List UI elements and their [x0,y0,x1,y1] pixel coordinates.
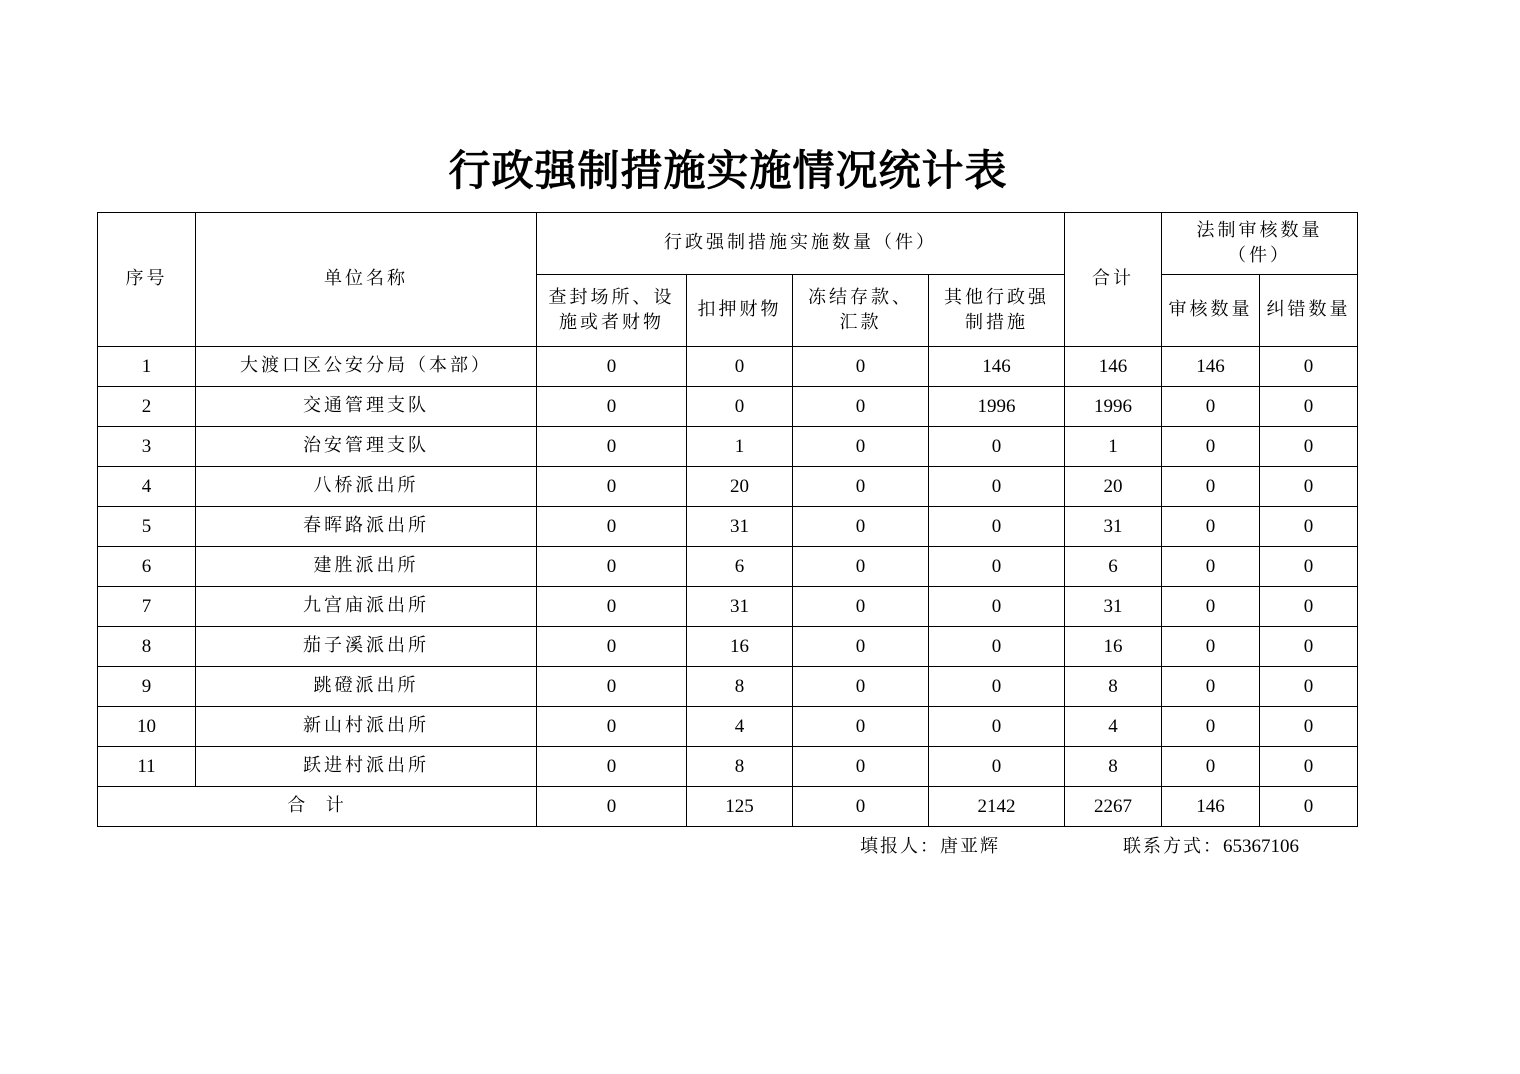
row-freeze: 0 [793,427,929,467]
row-seq: 5 [98,507,196,547]
row-seq: 4 [98,467,196,507]
header-total: 合计 [1065,213,1162,347]
row-reviewed: 0 [1162,627,1260,667]
row-seq: 10 [98,707,196,747]
row-freeze: 0 [793,387,929,427]
contact-label: 联系方式： [1123,836,1223,857]
row-other: 0 [929,427,1065,467]
row-freeze: 0 [793,747,929,787]
header-review-group: 法制审核数量（件） [1162,213,1358,275]
row-seize: 31 [687,507,793,547]
row-reviewed: 0 [1162,587,1260,627]
row-freeze: 0 [793,507,929,547]
row-seq: 9 [98,667,196,707]
row-seal: 0 [537,507,687,547]
row-total: 31 [1065,507,1162,547]
row-unit-name: 八桥派出所 [196,467,537,507]
row-reviewed: 0 [1162,667,1260,707]
table-row [98,747,1358,787]
table-row [98,427,1358,467]
table-row [98,467,1358,507]
row-seize: 8 [687,747,793,787]
row-total: 8 [1065,747,1162,787]
row-seq: 7 [98,587,196,627]
row-total: 16 [1065,627,1162,667]
row-total: 1996 [1065,387,1162,427]
contact-value: 65367106 [1223,836,1299,857]
row-other: 0 [929,467,1065,507]
row-corrected: 0 [1260,427,1358,467]
row-reviewed: 0 [1162,547,1260,587]
row-total: 8 [1065,667,1162,707]
row-other: 0 [929,507,1065,547]
row-unit-name: 交通管理支队 [196,387,537,427]
header-unit-name: 单位名称 [196,213,537,347]
row-seq: 11 [98,747,196,787]
row-corrected: 0 [1260,387,1358,427]
row-total: 4 [1065,707,1162,747]
row-other: 0 [929,747,1065,787]
row-seq: 6 [98,547,196,587]
row-total: 6 [1065,547,1162,587]
header-row-1 [98,213,1358,275]
row-total: 31 [1065,587,1162,627]
table-row [98,547,1358,587]
row-corrected: 0 [1260,667,1358,707]
row-seize: 6 [687,547,793,587]
table-row [98,507,1358,547]
row-reviewed: 0 [1162,427,1260,467]
totals-total: 2267 [1065,787,1162,827]
row-total: 1 [1065,427,1162,467]
table-row [98,347,1358,387]
row-unit-name: 大渡口区公安分局（本部） [196,347,537,387]
table-row [98,627,1358,667]
filler-name: 唐亚辉 [940,836,1000,857]
totals-seize: 125 [687,787,793,827]
row-seal: 0 [537,707,687,747]
totals-freeze: 0 [793,787,929,827]
row-other: 0 [929,627,1065,667]
row-corrected: 0 [1260,707,1358,747]
row-unit-name: 新山村派出所 [196,707,537,747]
row-unit-name: 治安管理支队 [196,427,537,467]
row-seal: 0 [537,387,687,427]
row-reviewed: 0 [1162,507,1260,547]
row-freeze: 0 [793,707,929,747]
row-freeze: 0 [793,667,929,707]
table-row [98,707,1358,747]
statistics-table [97,212,1358,827]
row-total: 20 [1065,467,1162,507]
row-unit-name: 跳磴派出所 [196,667,537,707]
row-total: 146 [1065,347,1162,387]
header-seize: 扣押财物 [687,275,793,347]
row-other: 0 [929,667,1065,707]
row-other: 1996 [929,387,1065,427]
header-seq: 序号 [98,213,196,347]
row-unit-name: 建胜派出所 [196,547,537,587]
row-seal: 0 [537,427,687,467]
totals-other: 2142 [929,787,1065,827]
table-row [98,387,1358,427]
page-title: 行政强制措施实施情况统计表 [448,146,1008,195]
table-row [98,587,1358,627]
row-seal: 0 [537,347,687,387]
row-freeze: 0 [793,587,929,627]
row-reviewed: 0 [1162,747,1260,787]
filler-label: 填报人： [860,836,940,857]
row-corrected: 0 [1260,627,1358,667]
totals-row [98,787,1358,827]
row-other: 0 [929,547,1065,587]
header-measures-group: 行政强制措施实施数量（件） [537,213,1065,275]
row-other: 146 [929,347,1065,387]
contact-info [1123,832,1299,858]
row-unit-name: 春晖路派出所 [196,507,537,547]
row-seize: 4 [687,707,793,747]
row-reviewed: 0 [1162,387,1260,427]
row-unit-name: 跃进村派出所 [196,747,537,787]
header-seal: 查封场所、设施或者财物 [537,275,687,347]
row-corrected: 0 [1260,347,1358,387]
table-row [98,667,1358,707]
row-corrected: 0 [1260,747,1358,787]
row-corrected: 0 [1260,507,1358,547]
row-freeze: 0 [793,467,929,507]
row-seize: 20 [687,467,793,507]
row-seal: 0 [537,467,687,507]
row-seq: 1 [98,347,196,387]
row-seal: 0 [537,667,687,707]
row-corrected: 0 [1260,587,1358,627]
row-seal: 0 [537,747,687,787]
row-unit-name: 九宫庙派出所 [196,587,537,627]
header-reviewed: 审核数量 [1162,275,1260,347]
row-reviewed: 146 [1162,347,1260,387]
row-other: 0 [929,587,1065,627]
row-seize: 1 [687,427,793,467]
row-unit-name: 茄子溪派出所 [196,627,537,667]
totals-corrected: 0 [1260,787,1358,827]
row-seq: 2 [98,387,196,427]
row-seize: 8 [687,667,793,707]
row-reviewed: 0 [1162,467,1260,507]
header-freeze: 冻结存款、汇款 [793,275,929,347]
row-seq: 8 [98,627,196,667]
row-other: 0 [929,707,1065,747]
row-seize: 0 [687,387,793,427]
row-reviewed: 0 [1162,707,1260,747]
row-seal: 0 [537,587,687,627]
row-seize: 0 [687,347,793,387]
row-freeze: 0 [793,627,929,667]
totals-reviewed: 146 [1162,787,1260,827]
row-seal: 0 [537,547,687,587]
totals-label: 合 计 [98,787,537,827]
row-seize: 31 [687,587,793,627]
totals-seal: 0 [537,787,687,827]
header-other: 其他行政强制措施 [929,275,1065,347]
header-corrected: 纠错数量 [1260,275,1358,347]
row-corrected: 0 [1260,467,1358,507]
row-freeze: 0 [793,547,929,587]
row-corrected: 0 [1260,547,1358,587]
filler-info [860,832,1000,858]
row-freeze: 0 [793,347,929,387]
row-seize: 16 [687,627,793,667]
row-seq: 3 [98,427,196,467]
row-seal: 0 [537,627,687,667]
